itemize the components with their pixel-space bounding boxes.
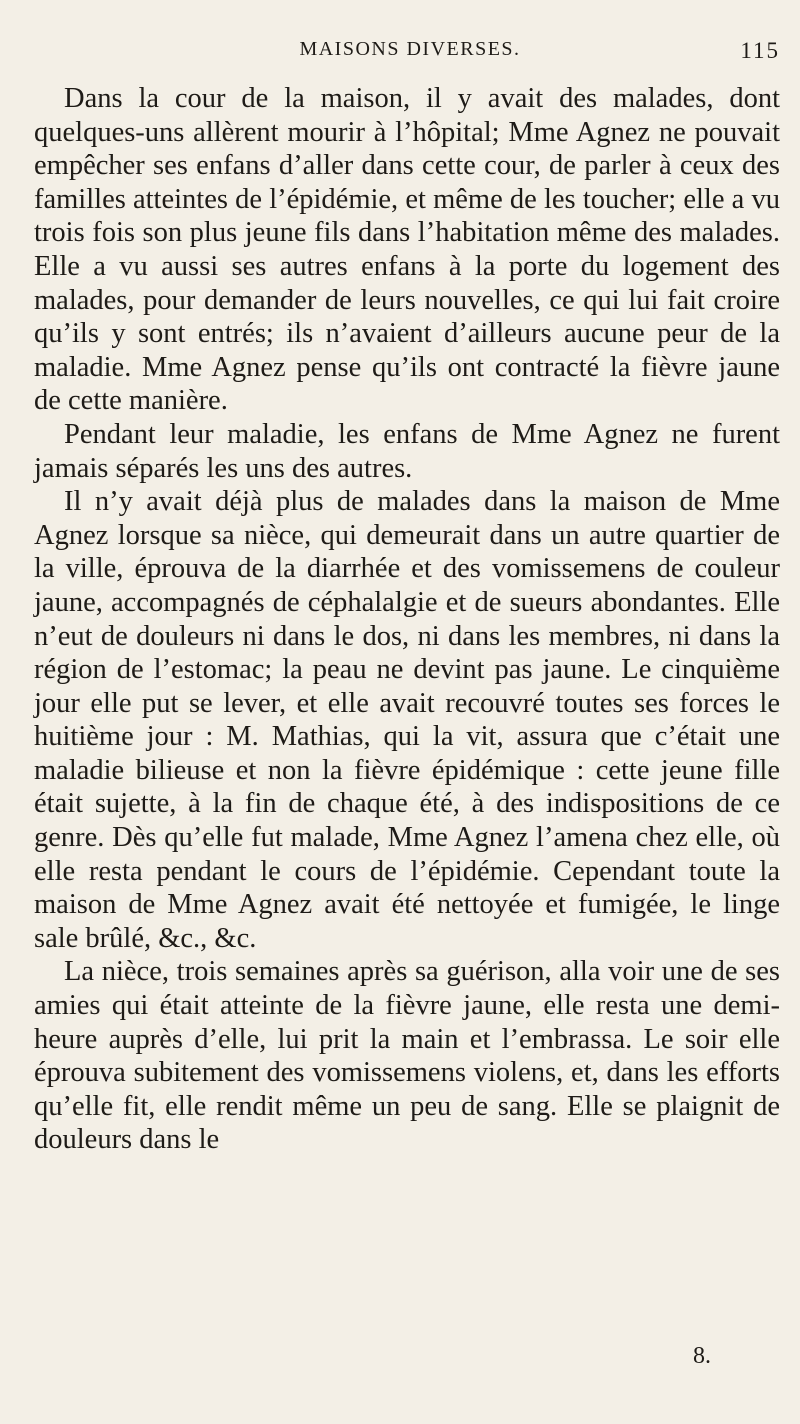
paragraph-1: Dans la cour de la maison, il y avait des malades, dont quelques-uns allèrent mourir à l’hôpital; Mme Agnez ne pouvait empêcher ses enfans d’aller dans cette cour, de parler à ceux des familles atteintes de l’épidémie, et même de les toucher; elle a vu trois fois son plus jeune fils dans l’habitation même des malades. Elle a vu aussi ses autres enfans à la porte du logement des malades, pour demander de leurs nouvelles, ce qui lui fait croire qu’ils y sont entrés; ils n’avaient d’ailleurs aucune peur de la maladie. Mme Agnez pense qu’ils ont contracté la fièvre jaune de cette manière. [34,83,780,417]
paragraph-3: Il n’y avait déjà plus de malades dans la maison de Mme Agnez lorsque sa nièce, qui demeurait dans un autre quartier de la ville, éprouva de la diarrhée et des vomissemens de couleur jaune, accompagnés de céphalalgie et de sueurs abondantes. Elle n’eut de douleurs ni dans le dos, ni dans les membres, ni dans la région de l’estomac; la peau ne devint pas jaune. Le cinquième jour elle put se lever, et elle avait recouvré toutes ses forces le huitième jour : M. Mathias, qui la vit, assura que c’était une maladie bilieuse et non la fièvre épidémique : cette jeune fille était sujette, à la fin de chaque été, à des indispositions de ce genre. Dès qu’elle fut malade, Mme Agnez l’amena chez elle, où elle resta pendant le cours de l’épidémie. Cependant toute la maison de Mme Agnez avait été nettoyée et fumigée, le linge sale brûlé, &c., &c. [34,486,780,954]
page-number: 115 [740,38,780,63]
body-text [34,82,780,1157]
running-head [40,38,780,68]
running-title: MAISONS DIVERSES. [299,38,521,60]
paragraph-4: La nièce, trois semaines après sa guérison, alla voir une de ses amies qui était atteinte de la fièvre jaune, elle resta une demi-heure auprès d’elle, lui prit la main et l’embrassa. Le soir elle éprouva subitement des vomissemens violens, et, dans les efforts qu’elle fit, elle rendit même un peu de sang. Elle se plaignit de douleurs dans le [34,956,780,1156]
paragraph-2: Pendant leur maladie, les enfans de Mme Agnez ne furent jamais séparés les uns des autres. [34,418,780,484]
signature-mark: 8. [693,1343,711,1369]
